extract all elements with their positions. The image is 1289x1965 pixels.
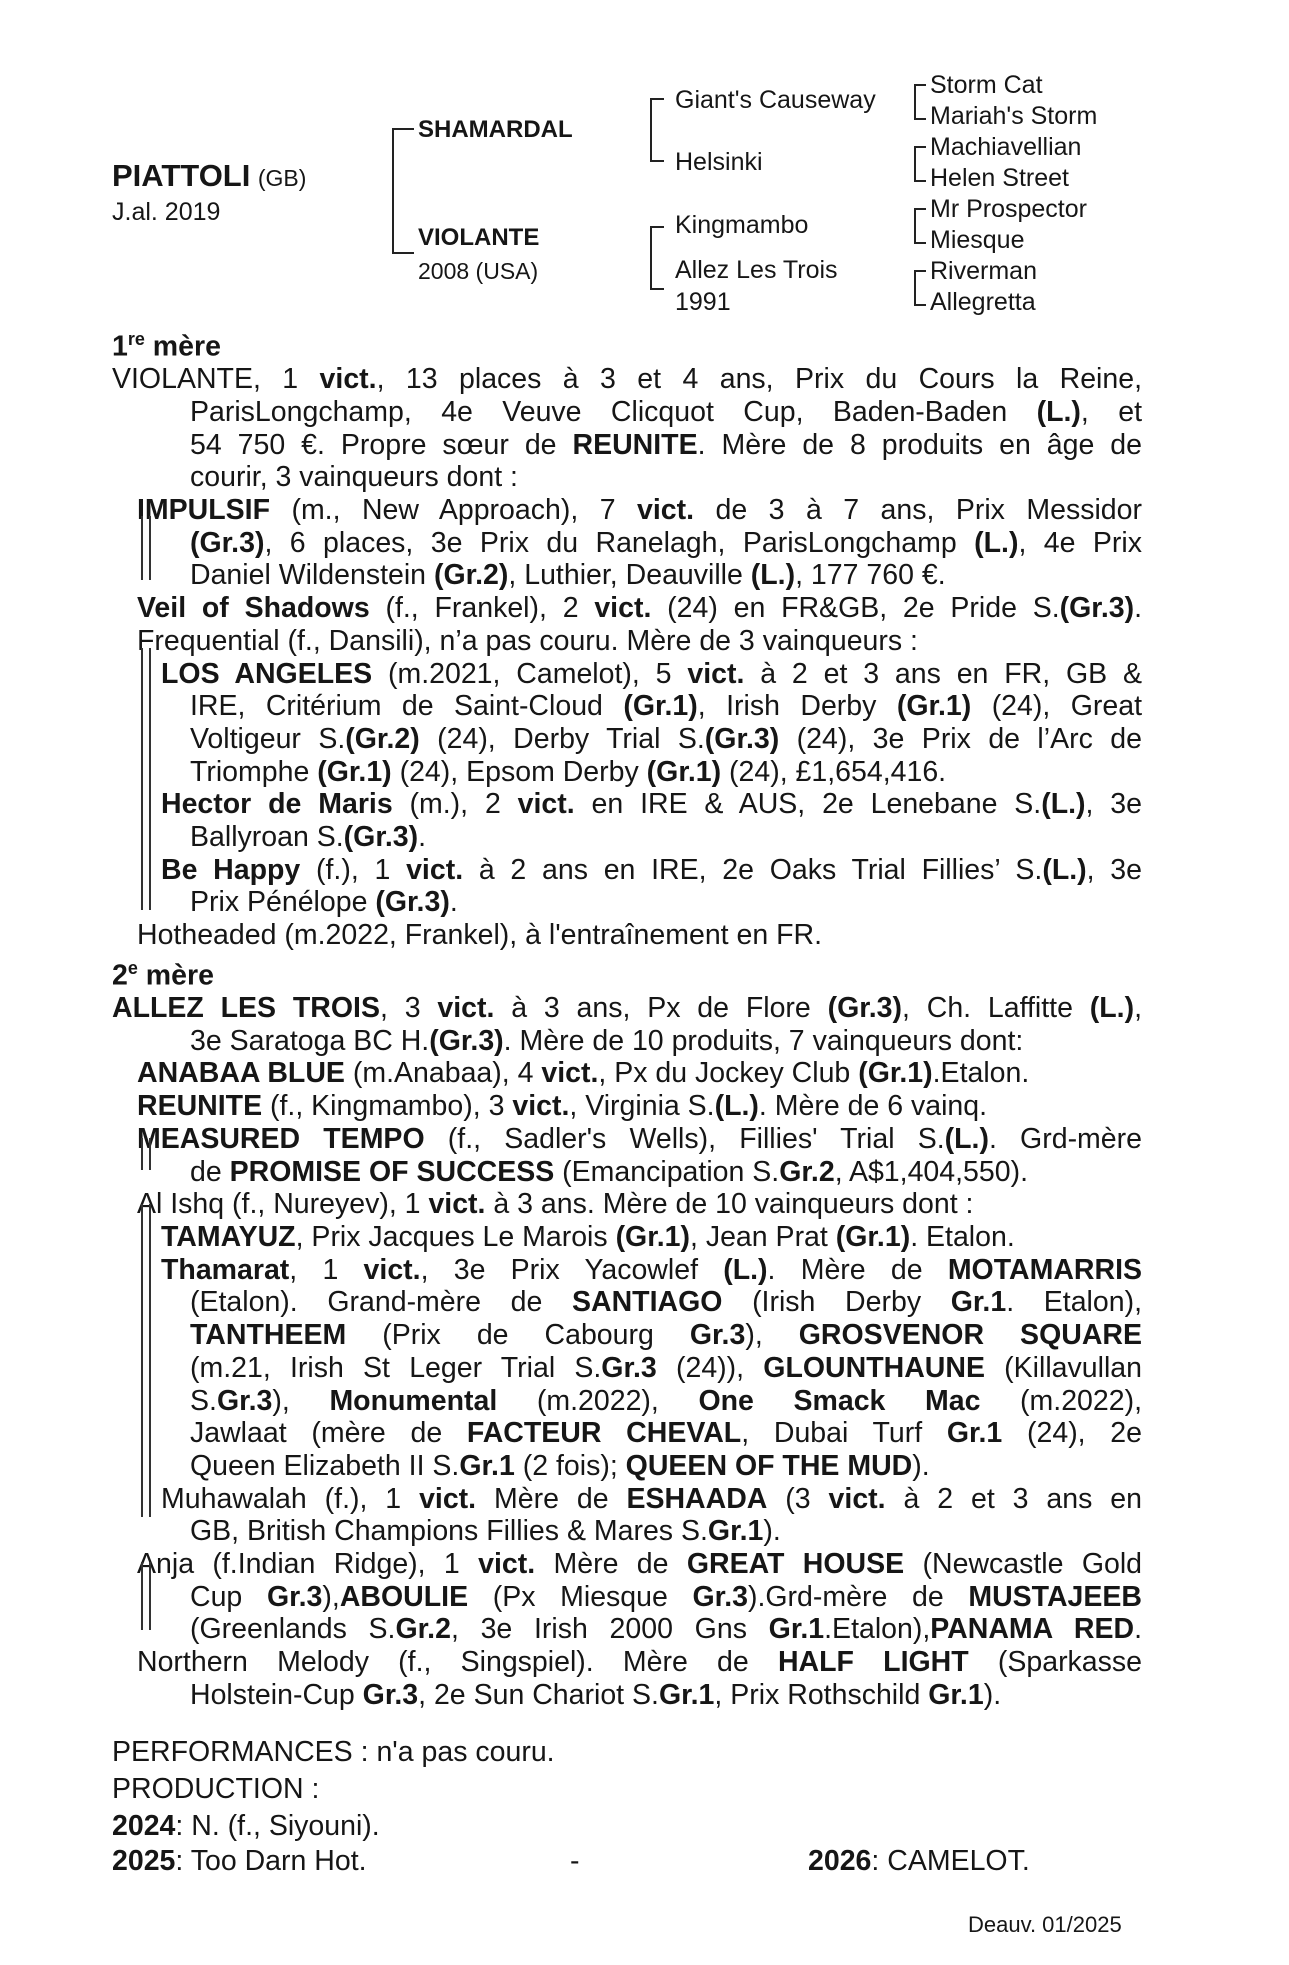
text-line: (Gr.3), 6 places, 3e Prix du Ranelagh, ParisLongchamp (L.), 4e Prix <box>190 526 1142 559</box>
text-line: Hotheaded (m.2022, Frankel), à l'entraînement en FR. <box>137 919 823 952</box>
pedigree-bracket-g3-4 <box>914 270 926 306</box>
text-line: ALLEZ LES TROIS, 3 vict. à 3 ans, Px de Flore (Gr.3), Ch. Laffitte (L.), <box>112 992 1143 1025</box>
text-line: ANABAA BLUE (m.Anabaa), 4 vict., Px du Jockey Club (Gr.1).Etalon. <box>137 1057 1030 1090</box>
product-2025: : Too Darn Hot. <box>175 1845 367 1877</box>
production-2025 <box>112 1845 367 1878</box>
text-line: Queen Elizabeth II S.Gr.1 (2 fois); QUEEN OF THE MUD). <box>190 1449 930 1482</box>
year-2024: 2024 <box>112 1810 176 1842</box>
year-2025: 2025 <box>112 1845 176 1877</box>
text-line: Jawlaat (mère de FACTEUR CHEVAL, Dubai Turf Gr.1 (24), 2e <box>190 1417 1143 1450</box>
text-line: Holstein-Cup Gr.3, 2e Sun Chariot S.Gr.1, Prix Rothschild Gr.1). <box>190 1678 1002 1711</box>
text-line: Ballyroan S.(Gr.3). <box>190 821 427 854</box>
text-line: REUNITE (f., Kingmambo), 3 vict., Virginia S.(L.). Mère de 6 vainq. <box>137 1090 988 1123</box>
section-heading: 1re mère <box>112 329 221 363</box>
text-line: Al Ishq (f., Nureyev), 1 vict. à 3 ans. Mère de 10 vainqueurs dont : <box>137 1188 974 1221</box>
text-line: TANTHEEM (Prix de Cabourg Gr.3), GROSVENOR SQUARE <box>190 1319 1142 1352</box>
production-2024 <box>112 1810 380 1843</box>
pedigree-g3-2: Mariah's Storm <box>930 102 1098 130</box>
horse-name-line <box>112 158 306 194</box>
text-line: (Etalon). Grand-mère de SANTIAGO (Irish Derby Gr.1. Etalon), <box>190 1286 1142 1319</box>
text-line: Frequential (f., Dansili), n’a pas couru. Mère de 3 vainqueurs : <box>137 624 918 657</box>
text-line: Anja (f.Indian Ridge), 1 vict. Mère de GREAT HOUSE (Newcastle Gold <box>137 1548 1143 1581</box>
year-2026: 2026 <box>808 1845 872 1877</box>
horse-origin: (GB) <box>257 165 307 191</box>
text-line: Muhawalah (f.), 1 vict. Mère de ESHAADA (3 vict. à 2 et 3 ans en <box>161 1482 1142 1515</box>
pedigree-bracket-g3-2 <box>914 146 926 182</box>
pedigree-dam-sire: Kingmambo <box>675 211 809 239</box>
double-line-al-ishq <box>141 1204 151 1517</box>
pedigree-sire-sire: Giant's Causeway <box>675 86 876 114</box>
location-date-stamp: Deauv. 01/2025 <box>968 1912 1122 1937</box>
text-line: Northern Melody (f., Singspiel). Mère de HALF LIGHT (Sparkasse <box>137 1646 1143 1679</box>
pedigree-dam-dam: Allez Les Trois <box>675 256 838 284</box>
double-line-measured-tempo <box>141 1138 151 1170</box>
horse-info: J.al. 2019 <box>112 198 221 226</box>
text-line: TAMAYUZ, Prix Jacques Le Marois (Gr.1), Jean Prat (Gr.1). Etalon. <box>161 1220 1015 1253</box>
pedigree-notes <box>112 323 1142 1712</box>
pedigree-sire-dam: Helsinki <box>675 148 763 176</box>
production-2026 <box>808 1845 1030 1878</box>
text-line: Hector de Maris (m.), 2 vict. en IRE & AUS, 2e Lenebane S.(L.), 3e <box>161 788 1142 821</box>
pedigree-g3-7: Riverman <box>930 257 1037 285</box>
product-2024: : N. (f., Siyouni). <box>175 1810 380 1842</box>
text-line: LOS ANGELES (m.2021, Camelot), 5 vict. à 2 et 3 ans en FR, GB & <box>161 657 1142 690</box>
double-line-impulsif <box>141 516 151 580</box>
text-line: MEASURED TEMPO (f., Sadler's Wells), Fillies' Trial S.(L.). Grd-mère <box>137 1122 1142 1155</box>
performances-line: PERFORMANCES : n'a pas couru. <box>112 1736 555 1768</box>
pedigree-g3-6: Miesque <box>930 226 1025 254</box>
text-line: IMPULSIF (m., New Approach), 7 vict. de 3 à 7 ans, Prix Messidor <box>137 494 1142 527</box>
pedigree-bracket-g3-1 <box>914 84 926 120</box>
pedigree-dam-info: 2008 (USA) <box>418 258 539 284</box>
text-line: Be Happy (f.), 1 vict. à 2 ans en IRE, 2e Oaks Trial Fillies’ S.(L.), 3e <box>161 853 1143 886</box>
text-line: GB, British Champions Fillies & Mares S.Gr.1). <box>190 1515 781 1548</box>
text-line: courir, 3 vainqueurs dont : <box>190 461 518 494</box>
double-line-anja <box>141 1562 151 1630</box>
text-line: Voltigeur S.(Gr.2) (24), Derby Trial S.(Gr.3) (24), 3e Prix de l’Arc de <box>190 722 1142 755</box>
production-dash: - <box>570 1845 580 1877</box>
text-line: Daniel Wildenstein (Gr.2), Luthier, Deauville (L.), 177 760 €. <box>190 559 946 592</box>
text-line: S.Gr.3), Monumental (m.2022), One Smack Mac (m.2022), <box>190 1384 1143 1417</box>
pedigree-g3-5: Mr Prospector <box>930 195 1087 223</box>
text-line: 3e Saratoga BC H.(Gr.3). Mère de 10 produits, 7 vainqueurs dont: <box>190 1024 1024 1057</box>
pedigree-g3-1: Storm Cat <box>930 71 1043 99</box>
pedigree-bracket-sire <box>650 98 664 162</box>
text-line: de PROMISE OF SUCCESS (Emancipation S.Gr.2, A$1,404,550). <box>190 1155 1029 1188</box>
pedigree-sire: SHAMARDAL <box>418 116 573 143</box>
section-heading: 2e mère <box>112 957 214 992</box>
pedigree-bracket-gen1 <box>392 128 414 254</box>
text-line: Triomphe (Gr.1) (24), Epsom Derby (Gr.1) (24), £1,654,416. <box>190 755 947 788</box>
text-line: Thamarat, 1 vict., 3e Prix Yacowlef (L.). Mère de MOTAMARRIS <box>161 1253 1143 1286</box>
pedigree-g3-3: Machiavellian <box>930 133 1082 161</box>
horse-name: PIATTOLI <box>112 158 251 193</box>
text-line: Prix Pénélope (Gr.3). <box>190 886 458 919</box>
text-line: ParisLongchamp, 4e Veuve Clicquot Cup, Baden-Baden (L.), et <box>190 395 1143 428</box>
text-line: (Greenlands S.Gr.2, 3e Irish 2000 Gns Gr.1.Etalon),PANAMA RED. <box>190 1613 1142 1646</box>
pedigree-bracket-g3-3 <box>914 208 926 244</box>
production-line: PRODUCTION : <box>112 1773 320 1805</box>
pedigree-g3-4: Helen Street <box>930 164 1069 192</box>
pedigree-dam: VIOLANTE <box>418 224 540 251</box>
pedigree-bracket-dam <box>650 226 664 290</box>
text-line: VIOLANTE, 1 vict., 13 places à 3 et 4 ans, Prix du Cours la Reine, <box>112 363 1142 396</box>
double-line-frequential <box>141 648 151 910</box>
text-line: IRE, Critérium de Saint-Cloud (Gr.1), Irish Derby (Gr.1) (24), Great <box>190 690 1142 723</box>
text-line: Cup Gr.3),ABOULIE (Px Miesque Gr.3).Grd-mère de MUSTAJEEB <box>190 1580 1142 1613</box>
text-line: 54 750 €. Propre sœur de REUNITE. Mère de 8 produits en âge de <box>190 428 1142 461</box>
pedigree-dam-dam-year: 1991 <box>675 288 731 316</box>
pedigree-g3-8: Allegretta <box>930 288 1036 316</box>
product-2026: : CAMELOT. <box>871 1845 1030 1877</box>
text-line: (m.21, Irish St Leger Trial S.Gr.3 (24)), GLOUNTHAUNE (Killavullan <box>190 1351 1142 1384</box>
text-line: Veil of Shadows (f., Frankel), 2 vict. (24) en FR&GB, 2e Pride S.(Gr.3). <box>137 592 1142 625</box>
